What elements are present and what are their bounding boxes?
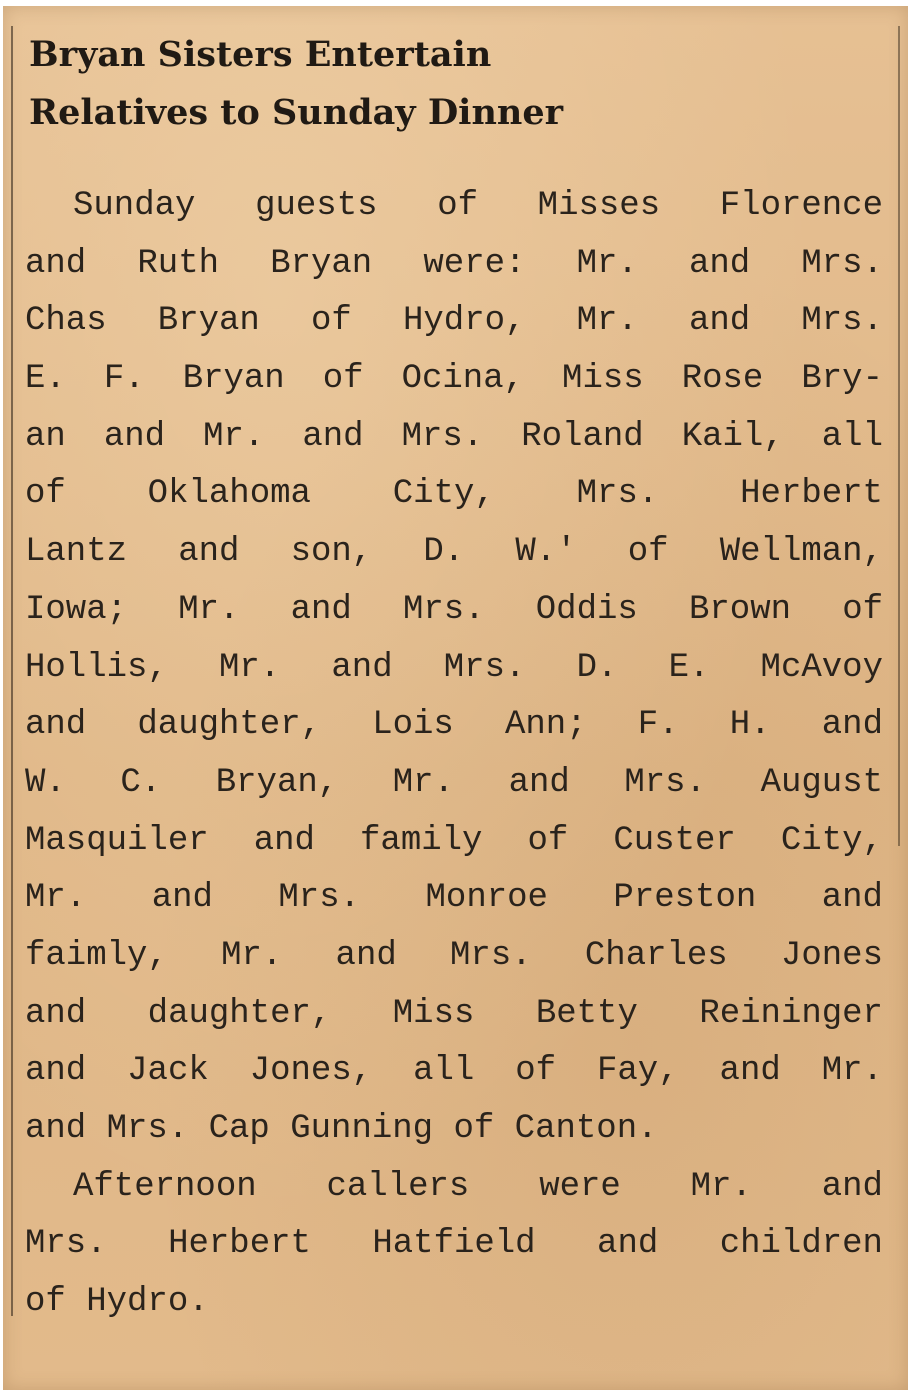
word: Mrs. (450, 936, 532, 975)
word: Wellman, (719, 533, 883, 572)
word: of (842, 590, 883, 629)
word: Ruth (137, 244, 220, 283)
word: Hydro, (402, 302, 526, 341)
word: Ocina, (401, 360, 525, 399)
word: Florence (719, 187, 883, 225)
word: were: (423, 244, 526, 283)
word: faimly, (25, 936, 168, 975)
word: Mr. (178, 590, 240, 629)
word: McAvoy (760, 648, 883, 687)
body-line (25, 1159, 883, 1217)
word: F. (637, 706, 679, 745)
body-line (25, 928, 883, 986)
word: and (508, 763, 570, 802)
word: Herbert (740, 475, 883, 514)
word: Custer (613, 821, 736, 860)
headline-line-1: Bryan Sisters Entertain (29, 34, 492, 75)
word: W.' (515, 533, 577, 572)
word: and (25, 994, 87, 1033)
word: and (25, 244, 87, 283)
word: Mr. (576, 302, 638, 341)
body-line (25, 351, 883, 409)
word: and (688, 302, 751, 341)
word: Roland (521, 417, 644, 456)
word: Bryan (182, 360, 285, 399)
body-line (25, 986, 883, 1044)
word: Mrs. (401, 417, 484, 456)
word: City, (392, 475, 495, 514)
body-line (25, 409, 883, 467)
word: Mr. (219, 648, 281, 687)
word: of (527, 821, 569, 860)
word: Reininger (699, 994, 883, 1033)
word: and (335, 936, 397, 975)
word: Bryan (270, 244, 373, 283)
word: Oddis (535, 590, 638, 629)
word: Afternoon (73, 1167, 257, 1206)
body-line (25, 466, 883, 524)
word: and (821, 706, 883, 745)
word: children (719, 1225, 883, 1264)
body-line (25, 1216, 883, 1274)
word: Mrs. (801, 302, 883, 341)
word: Bryan, (215, 763, 339, 802)
word: D. (576, 648, 618, 687)
word: Mrs. (443, 648, 526, 687)
word: Mrs. (576, 475, 659, 514)
word: of (627, 533, 669, 572)
word: Mrs. (624, 763, 706, 802)
word: W. (25, 763, 66, 802)
word: Ann; (505, 706, 587, 745)
body-line (25, 870, 883, 928)
word: and (331, 648, 393, 687)
word: family (360, 821, 483, 860)
word: daughter, (137, 706, 322, 745)
paragraph-1 (25, 178, 883, 1159)
word: Sunday (73, 187, 196, 225)
word: and (25, 706, 87, 745)
word: E. (668, 648, 710, 687)
word: Mr. (821, 1052, 883, 1091)
word: Miss (392, 994, 475, 1033)
word: Mrs. (25, 1225, 107, 1264)
word: Masquiler (25, 821, 209, 860)
body-line (25, 813, 883, 871)
word: were (539, 1167, 621, 1206)
word: Chas (25, 302, 107, 341)
word: Rose (681, 360, 764, 399)
word: Preston (613, 879, 757, 918)
body-line (25, 755, 883, 813)
word: Miss (562, 360, 644, 399)
word: and (290, 590, 352, 629)
word: and (821, 1167, 883, 1206)
column-rule-left (11, 26, 13, 1316)
body-line (25, 293, 883, 351)
headline (29, 26, 669, 142)
word: Mr. (25, 879, 87, 918)
word: and (151, 879, 213, 918)
word: Hollis, (25, 648, 168, 687)
newspaper-clipping (3, 6, 908, 1390)
word: Mr. (392, 763, 454, 802)
word: and (25, 1052, 87, 1091)
word: Monroe (425, 879, 548, 918)
word: callers (326, 1167, 470, 1206)
body-line (25, 697, 883, 755)
body-line (25, 236, 883, 294)
word: of (437, 187, 478, 225)
word: son, (290, 533, 373, 572)
word: August (760, 763, 883, 802)
word: and (103, 417, 166, 456)
word: Mrs. (278, 879, 361, 918)
word: all (821, 417, 883, 456)
word: Jack (127, 1052, 209, 1091)
column-rule-right (898, 26, 900, 846)
word: Mr. (690, 1167, 752, 1206)
word: F. (103, 360, 145, 399)
article-body (25, 178, 883, 1332)
word: D. (423, 533, 465, 572)
body-line (25, 640, 883, 698)
word: Mrs. (402, 590, 485, 629)
body-line (25, 1043, 883, 1101)
word: Iowa; (25, 590, 128, 629)
body-line: of Hydro. (25, 1283, 209, 1322)
word: Mr. (221, 936, 283, 975)
word: Mrs. (801, 244, 883, 283)
word: Lois (372, 706, 454, 745)
word: daughter, (147, 994, 332, 1033)
word: City, (780, 821, 883, 860)
word: and (178, 533, 240, 572)
word: guests (255, 187, 378, 225)
word: Misses (537, 187, 661, 225)
word: Mr. (203, 417, 265, 456)
word: Jones (780, 936, 883, 975)
word: and (688, 244, 751, 283)
word: and (253, 821, 315, 860)
body-line (25, 524, 883, 582)
paragraph-2 (25, 1159, 883, 1332)
word: and (597, 1225, 659, 1264)
word: E. (25, 360, 66, 399)
word: Herbert (168, 1225, 311, 1264)
word: and (821, 879, 883, 918)
word: and (719, 1052, 781, 1091)
word: Hatfield (372, 1225, 536, 1264)
word: of (25, 475, 66, 514)
word: Bryan (157, 302, 260, 341)
word: Lantz (25, 533, 128, 572)
word: Fay, (596, 1052, 679, 1091)
word: Betty (535, 994, 638, 1033)
word: and (302, 417, 364, 456)
word: of (311, 302, 352, 341)
word: Bry- (801, 360, 883, 399)
word: of (322, 360, 364, 399)
word: an (25, 417, 66, 456)
word: Brown (688, 590, 792, 629)
body-line: and Mrs. Cap Gunning of Canton. (25, 1110, 658, 1148)
word: of (515, 1052, 557, 1091)
word: Kail, (681, 417, 784, 456)
word: Mr. (576, 244, 638, 283)
word: C. (120, 763, 162, 802)
headline-line-2: Relatives to Sunday Dinner (29, 92, 564, 133)
word: Oklahoma (147, 475, 311, 514)
word: Jones, (249, 1052, 373, 1091)
word: H. (729, 706, 771, 745)
word: all (413, 1052, 475, 1091)
body-line (25, 582, 883, 640)
word: Charles (584, 936, 728, 975)
body-line (25, 178, 883, 236)
